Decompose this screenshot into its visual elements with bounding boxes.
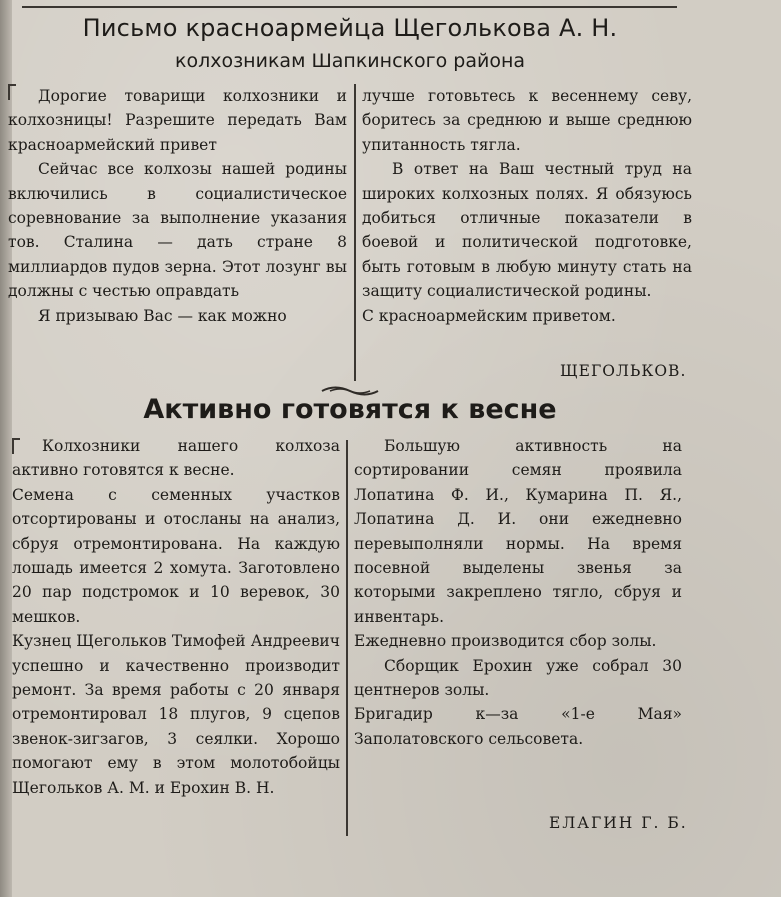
article-headline: Активно готовятся к весне xyxy=(143,394,557,425)
paragraph: Ежедневно производится сбор золы. xyxy=(354,632,657,651)
letter-signature: ЩЕГОЛЬКОВ. xyxy=(560,362,687,380)
letter-title: Письмо красноармейца Щеголькова А. Н. xyxy=(82,14,618,42)
paragraph: Большую активность на сортировании семян проявила Лопатина Ф. И., Кумарина П. Я., Лопатина Д. И. они ежедневно перевыполняли нормы. На время посевной выделены звенья за которыми закреплено тягло, сбруя и инвентарь. xyxy=(354,437,682,626)
paragraph: лучше готовьтесь к весеннему севу, боритесь за среднюю и выше среднюю упитанность тягла. xyxy=(362,87,692,154)
paragraph: Я призываю Вас — как можно xyxy=(38,306,287,325)
paragraph: С красноармейским приветом. xyxy=(362,306,616,325)
paragraph: Кузнец Щегольков Тимофей Андреевич успешно и качественно производит ремонт. За время работы с 20 января отремонтировал 18 плугов, 9 сцепов звенок-зигзагов, 3 сеялки. Хорошо помогают ему в этом молотобойцы Щегольков А. М. и Ерохин В. Н. xyxy=(12,632,340,797)
article-signature: ЕЛАГИН Г. Б. xyxy=(549,814,688,832)
letter-column-left xyxy=(8,84,347,328)
paragraph: Сборщик Ерохин уже собрал 30 центнеров золы. xyxy=(354,656,682,700)
paragraph: Дорогие товарищи колхозники и колхозницы! Разрешите передать Вам красноармейский привет xyxy=(8,87,347,154)
paragraph: Сейчас все колхозы нашей родины включились в социалистическое соревнование за выполнение указания тов. Сталина — дать стране 8 миллиардов пудов зерна. Этот лозунг вы должны с честью оправдать xyxy=(8,160,347,301)
letter-column-right xyxy=(362,84,692,328)
letter-subtitle: колхозникам Шапкинского района xyxy=(174,50,526,72)
top-rule xyxy=(22,6,677,8)
article-column-right xyxy=(354,434,682,751)
column-divider xyxy=(354,84,356,381)
paragraph: Бригадир к—за «1-е Мая» Заполатовского сельсовета. xyxy=(354,705,682,748)
paragraph: Семена с семенных участков отсортированы и отосланы на анализ, сбруя отремонтирована. На каждую лошадь имеется 2 хомута. Заготовлено 20 пар подстромок и 10 веревок, 30 мешков. xyxy=(12,485,340,626)
column-divider xyxy=(346,440,348,836)
article-column-left xyxy=(12,434,340,800)
paragraph: В ответ на Ваш честный труд на широких колхозных полях. Я обязуюсь добиться отличные показатели в боевой и политической подготовке, быть готовым в любую минуту стать на защиту социалистической родины. xyxy=(362,160,692,301)
paragraph: Колхозники нашего колхоза активно готовятся к весне. xyxy=(12,437,340,480)
